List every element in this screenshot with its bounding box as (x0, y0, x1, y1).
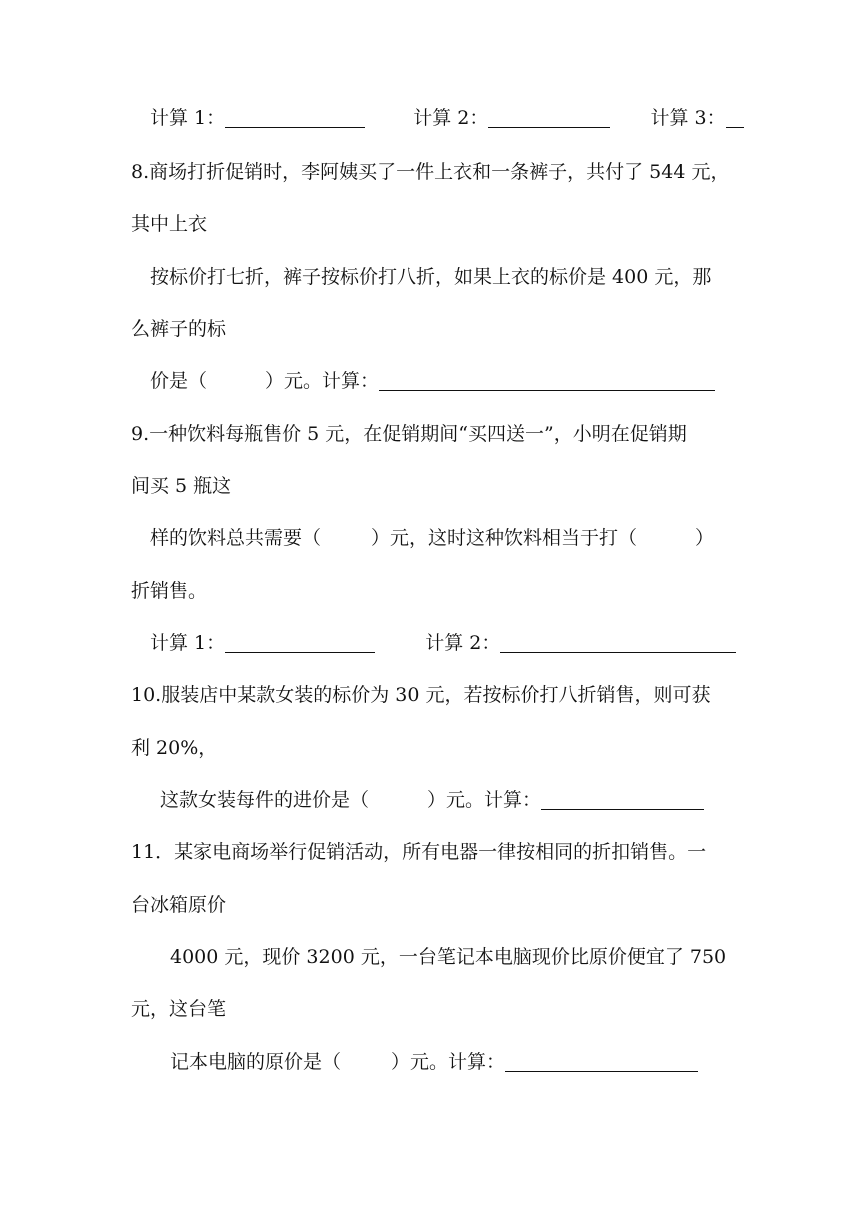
question-10-answer-row (160, 785, 704, 815)
calc-label-1: 计算 1： (150, 632, 226, 654)
answer-blank[interactable] (505, 1051, 698, 1072)
question-11-text: 11．某家电商场举行促销活动，所有电器一律按相同的折扣销售。一 (131, 841, 707, 863)
question-9-text: 9.一种饮料每瓶售价 5 元，在促销期间“买四送一”，小明在促销期 (131, 423, 687, 445)
answer-prefix: 这款女装每件的进价是（ (160, 789, 370, 811)
answer-suffix: ）元。计算： (391, 1051, 506, 1073)
answer-prefix: 价是（ (150, 370, 208, 392)
question-9-text: 间买 5 瓶这 (131, 475, 232, 497)
answer-prefix: 样的饮料总共需要（ (150, 527, 322, 549)
answer-blank[interactable] (379, 370, 715, 391)
answer-blank[interactable] (225, 632, 375, 653)
question-9-answer-row (150, 523, 714, 553)
answer-suffix: ）元。计算： (427, 789, 542, 811)
question-8-text: 按标价打七折，裤子按标价打八折，如果上衣的标价是 400 元，那 (150, 266, 712, 288)
question-10-text: 利 20%， (131, 737, 218, 759)
question-11-answer-row (170, 1047, 698, 1077)
calc-row (150, 103, 744, 133)
answer-blank[interactable] (488, 107, 610, 128)
answer-blank[interactable] (500, 632, 736, 653)
answer-blank[interactable] (541, 789, 704, 810)
question-8-answer-row (150, 366, 715, 396)
answer-middle: ）元，这时这种饮料相当于打（ (371, 527, 638, 549)
question-11-text: 4000 元，现价 3200 元，一台笔记本电脑现价比原价便宜了 750 (170, 946, 727, 968)
calc-row (150, 628, 736, 658)
question-9-text: 折销售。 (131, 580, 208, 602)
answer-blank[interactable] (726, 107, 744, 128)
answer-suffix: ）元。计算： (265, 370, 380, 392)
question-10-text: 10.服装店中某款女装的标价为 30 元，若按标价打八折销售，则可获 (131, 684, 711, 706)
answer-blank[interactable] (225, 107, 365, 128)
question-8-text: 么裤子的标 (131, 318, 227, 340)
calc-label-1: 计算 1： (150, 107, 226, 129)
answer-prefix: 记本电脑的原价是（ (170, 1051, 342, 1073)
question-8-text: 8.商场打折促销时，李阿姨买了一件上衣和一条裤子，共付了 544 元， (131, 161, 730, 183)
question-11-text: 台冰箱原价 (131, 894, 227, 916)
answer-suffix: ） (695, 527, 715, 549)
calc-label-3: 计算 3： (650, 107, 726, 129)
calc-label-2: 计算 2： (413, 107, 489, 129)
question-11-text: 元，这台笔 (131, 998, 227, 1020)
question-8-text: 其中上衣 (131, 213, 208, 235)
calc-label-2: 计算 2： (425, 632, 501, 654)
